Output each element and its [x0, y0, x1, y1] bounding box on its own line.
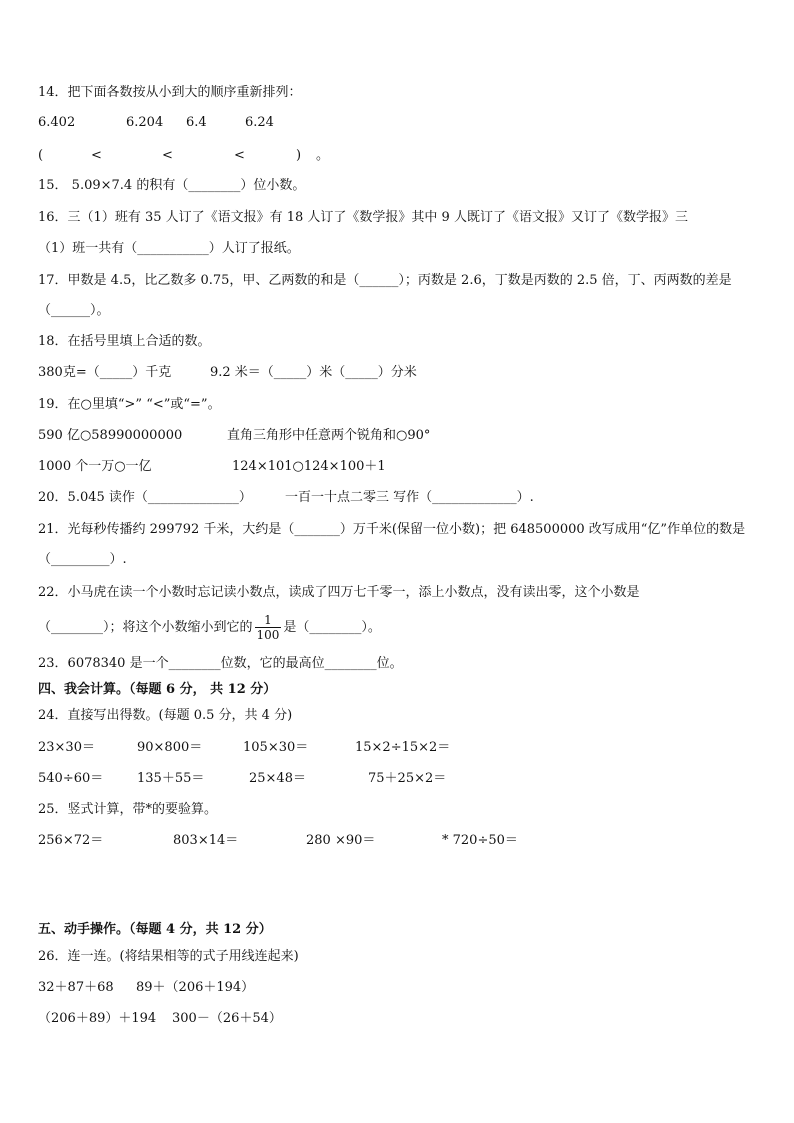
q26-r2-c1: （206＋89）＋194 — [38, 1011, 157, 1026]
section-5-heading: 五、动手操作。（每题 4 分，共 12 分） — [38, 922, 272, 937]
q22-line2-pre: （________）；将这个小数缩小到它的 — [38, 620, 253, 635]
q24-title: 24．直接写出得数。(每题 0.5 分，共 4 分) — [38, 708, 293, 723]
q14-lt-3: < — [234, 148, 245, 163]
q26-title: 26．连一连。(将结果相等的式子用线连起来) — [38, 949, 299, 964]
q24-r2-c3: 25×48＝ — [249, 771, 306, 786]
q24-r2-c2: 135＋55＝ — [137, 771, 205, 786]
q21-line2: （_________）. — [38, 552, 127, 567]
q24-r1-c3: 105×30＝ — [243, 740, 309, 755]
q14-period: 。 — [316, 148, 330, 163]
q22-line2-post: 是（________）。 — [283, 620, 381, 635]
q25-item-4: * 720÷50＝ — [442, 833, 518, 848]
q21-line1: 21．光每秒传播约 299792 千米，大约是（_______）万千米(保留一位小数)；把 648500000 改写成用“亿”作单位的数是 — [38, 522, 746, 537]
q18-b: 9.2 米＝（_____）米（_____）分米 — [210, 365, 417, 380]
q22-line1: 22．小马虎在读一个小数时忘记读小数点，读成了四万七千零一，添上小数点，没有读出零，这个小数是 — [38, 585, 640, 600]
q16-line1: 16．三（1）班有 35 人订了《语文报》有 18 人订了《数学报》其中 9 人既订了《语文报》又订了《数学报》三 — [38, 210, 688, 225]
q20-a: 20．5.045 读作（______________） — [38, 490, 252, 505]
q14-num-4: 6.24 — [245, 115, 274, 130]
q14-lt-1: < — [91, 148, 102, 163]
q17-line2: （______）。 — [38, 303, 110, 318]
q22-fraction — [255, 613, 282, 642]
q26-r2-c2: 300－（26＋54） — [172, 1011, 282, 1026]
q19-c: 1000 个一万○一亿 — [38, 459, 152, 474]
q25-item-2: 803×14＝ — [173, 833, 239, 848]
q19-d: 124×101○124×100＋1 — [232, 459, 386, 474]
q24-r1-c4: 15×2÷15×2＝ — [355, 740, 451, 755]
q14-num-3: 6.4 — [186, 115, 207, 130]
q20-b: 一百一十点二零三 写作（_____________）. — [285, 490, 534, 505]
q24-r2-c4: 75＋25×2＝ — [368, 771, 447, 786]
q19-b: 直角三角形中任意两个锐角和○90° — [227, 428, 431, 443]
q14-open-paren: ( — [38, 148, 44, 163]
q19-title: 19．在○里填“>” “<”或“=”。 — [38, 397, 221, 412]
q22-fraction-denominator: 100 — [256, 628, 280, 642]
q18-a: 380克=（_____）千克 — [38, 365, 172, 380]
q14-num-2: 6.204 — [126, 115, 164, 130]
q19-a: 590 亿○58990000000 — [38, 428, 183, 443]
q26-r1-c2: 89＋（206＋194） — [136, 980, 255, 995]
section-4-heading: 四、我会计算。（每题 6 分， 共 12 分） — [38, 682, 277, 697]
q26-r1-c1: 32＋87＋68 — [38, 980, 114, 995]
q24-r1-c1: 23×30＝ — [38, 740, 95, 755]
q25-item-1: 256×72＝ — [38, 833, 104, 848]
q24-r2-c1: 540÷60＝ — [38, 771, 104, 786]
q18-title: 18．在括号里填上合适的数。 — [38, 334, 211, 349]
q14-close-paren: ) — [296, 148, 302, 163]
q22-fraction-numerator: 1 — [264, 613, 272, 627]
q25-item-3: 280 ×90＝ — [306, 833, 376, 848]
q17-line1: 17．甲数是 4.5，比乙数多 0.75，甲、乙两数的和是（______）；丙数是 2.6，丁数是丙数的 2.5 倍，丁、丙两数的差是 — [38, 273, 732, 288]
q14-lt-2: < — [162, 148, 173, 163]
q23: 23．6078340 是一个________位数，它的最高位________位。 — [38, 656, 403, 671]
q14-num-1: 6.402 — [38, 115, 76, 130]
q16-line2: （1）班一共有（___________）人订了报纸。 — [38, 241, 300, 256]
q24-r1-c2: 90×800＝ — [137, 740, 203, 755]
q22-line2 — [38, 610, 381, 646]
q14-title: 14．把下面各数按从小到大的顺序重新排列： — [38, 85, 302, 100]
q15: 15． 5.09×7.4 的积有（________）位小数。 — [38, 178, 306, 193]
q25-title: 25．竖式计算，带*的要验算。 — [38, 802, 218, 817]
